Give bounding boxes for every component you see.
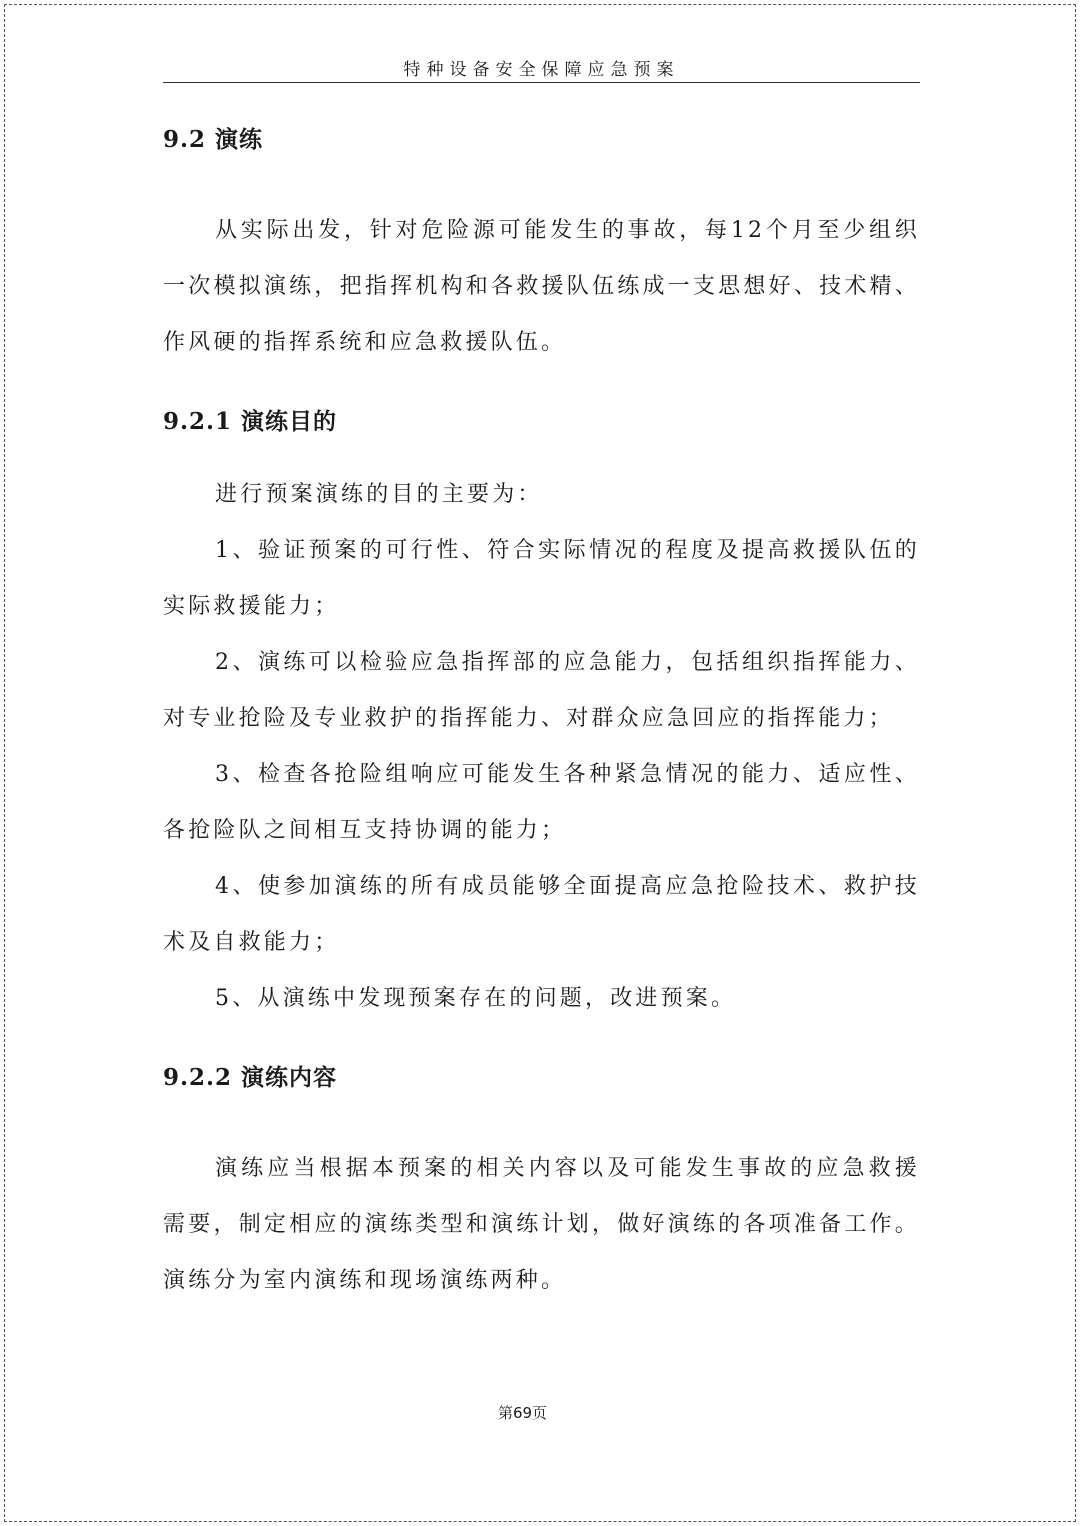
- page-header: 特种设备安全保障应急预案: [163, 58, 920, 83]
- list-intro: 进行预案演练的目的主要为：: [215, 482, 543, 507]
- spacer: [163, 447, 920, 467]
- section-heading-9-2: 9.2 演练: [163, 126, 264, 153]
- spacer: [163, 1027, 920, 1053]
- section-heading-9-2-1: 9.2.1 演练目的: [163, 408, 338, 435]
- list-item: 5、从演练中发现预案存在的问题，改进预案。: [215, 986, 737, 1011]
- list-item: 2、演练可以检验应急指挥部的应急能力，包括组织指挥能力、对专业抢险及专业救护的指挥能力、对群众应急回应的指挥能力；: [163, 650, 920, 731]
- section-heading-9-2-2: 9.2.2 演练内容: [163, 1064, 338, 1091]
- spacer: [163, 371, 920, 397]
- document-body: [163, 115, 920, 1309]
- section-paragraph-9-2-2: 演练应当根据本预案的相关内容以及可能发生事故的应急救援需要，制定相应的演练类型和演练计划，做好演练的各项准备工作。演练分为室内演练和现场演练两种。: [163, 1156, 920, 1293]
- list-item: 1、验证预案的可行性、符合实际情况的程度及提高救援队伍的实际救援能力；: [163, 538, 920, 619]
- spacer: [163, 165, 920, 203]
- list-item: 4、使参加演练的所有成员能够全面提高应急抢险技术、救护技术及自救能力；: [163, 874, 920, 955]
- section-paragraph-9-2: 从实际出发，针对危险源可能发生的事故，每12个月至少组织一次模拟演练，把指挥机构和各救援队伍练成一支思想好、技术精、作风硬的指挥系统和应急救援队伍。: [163, 218, 920, 355]
- spacer: [163, 1103, 920, 1141]
- list-item: 3、检查各抢险组响应可能发生各种紧急情况的能力、适应性、各抢险队之间相互支持协调的能力；: [163, 762, 920, 843]
- page-number: 第69页: [497, 1404, 548, 1422]
